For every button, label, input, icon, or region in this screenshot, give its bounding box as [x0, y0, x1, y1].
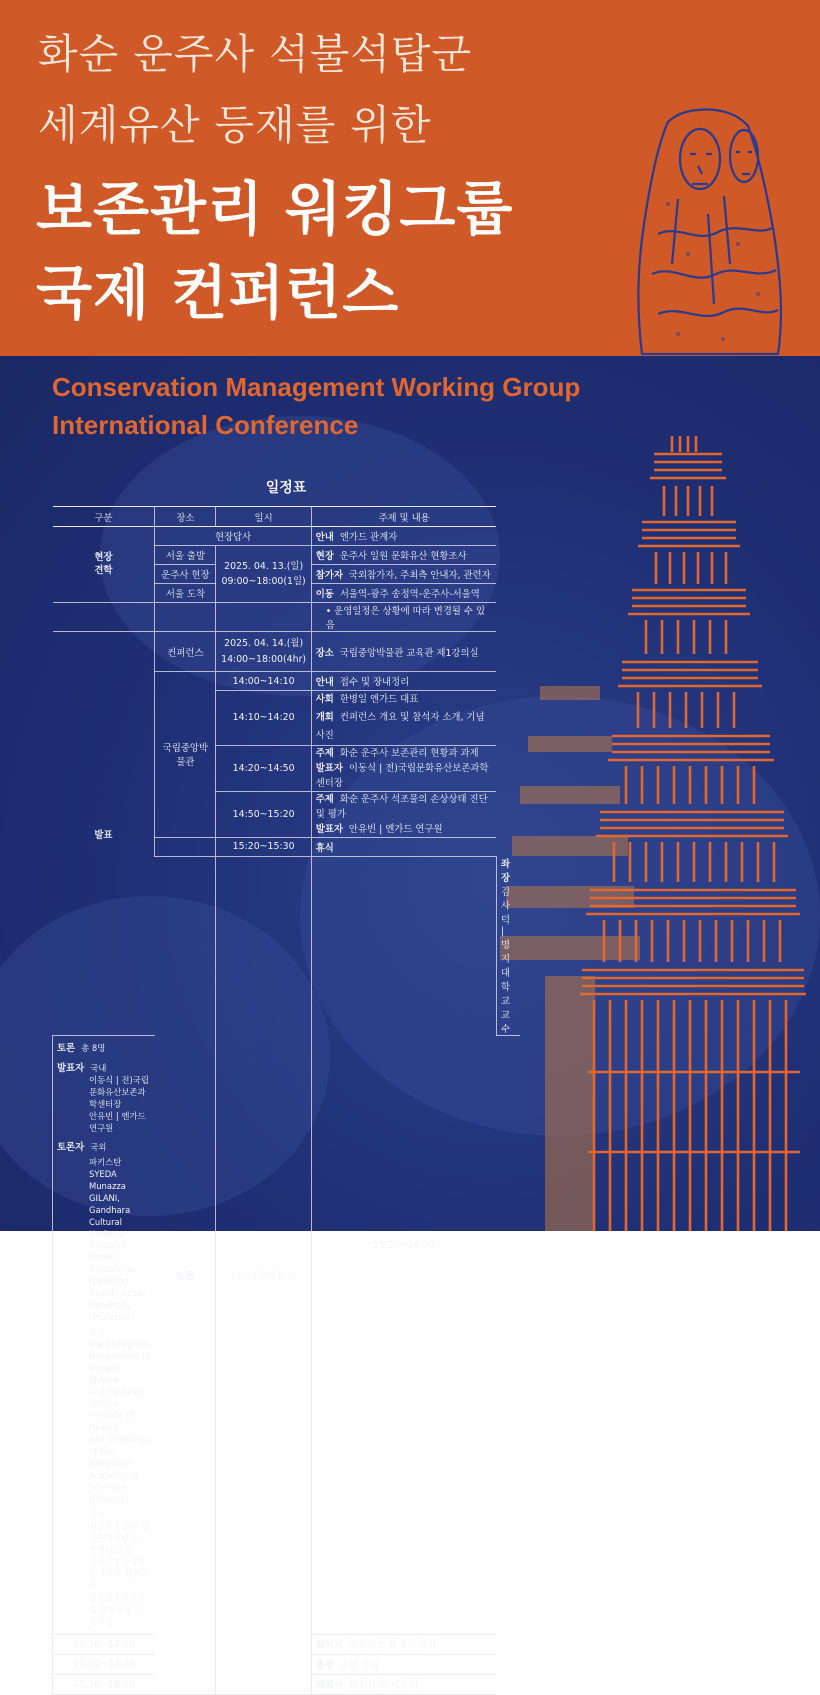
row-key: 좌장 [500, 859, 510, 885]
row-value: 컨퍼런스 참석자 의견 [348, 1640, 437, 1652]
title-line-1: 화순 운주사 석불석탑군 [38, 30, 473, 78]
place-cell: 국립중앙박물관 [155, 672, 216, 838]
debater-entry: and Ethnology of the Mongolian Academy of [89, 1434, 150, 1480]
site-date: 2025. 04. 13.(일) [224, 560, 304, 572]
header-banner [0, 0, 820, 356]
english-title-line-2: International Conference [52, 410, 359, 440]
debater-entry: 최선주 | 전)국립경주박물관장, 중앙대 교수 [89, 1520, 149, 1555]
row-key: 주제 [315, 747, 334, 759]
schedule-title: 일정표 [265, 480, 307, 496]
debater-entry: 양필승 | 한국전통대학교 객원교수 [89, 1556, 149, 1591]
conference-date: 2025. 04. 14.(월) [224, 638, 304, 650]
row-value: 컨퍼런스 개요 및 참석자 소개, 기념사진 [315, 711, 485, 741]
row-key: 개회 [315, 711, 334, 723]
row-key: 안내 [315, 532, 334, 543]
time-cell: 14:20~14:50 [216, 745, 311, 791]
place-cell: 서울 출발 [155, 546, 216, 565]
row-key: 폐회식 [315, 1680, 343, 1692]
header-content: 주제 및 내용 [311, 507, 496, 527]
time-cell: 15:20~15:30 [216, 837, 311, 856]
row-value: 운주사 일원 문화유산 현황조사 [339, 551, 467, 562]
category-site-visit: 현장 견학 [53, 527, 155, 603]
title-line-3: 보존관리 워킹그룹 [36, 175, 514, 243]
header-category: 구분 [53, 507, 155, 527]
row-key: 발표자 [57, 1062, 85, 1074]
conference-datetime [216, 632, 311, 672]
row-value: 김사덕 | 명지대학교 교수 [500, 887, 510, 1036]
row-value: 폐회사 및 마무리 [348, 1680, 419, 1692]
country-label: 국내 [89, 1508, 106, 1519]
debater-entry: Sciences.(Director) [89, 1481, 130, 1504]
time-cell: 17:30~18:00 [53, 1674, 155, 1694]
row-value: 국외참가자, 주최측 안내자, 관련자 [348, 570, 491, 581]
row-key: 발표자 [315, 762, 343, 774]
presenter-entry: 안유빈 | 엔가드 연구원 [89, 1110, 146, 1133]
row-key: 현장 [315, 551, 334, 562]
debater-entry: SYEDA Munazza GILANI, Gandhara Cultural [89, 1168, 131, 1227]
row-key: 참석자 [315, 1640, 343, 1652]
place-cell: 운주사 현장 [155, 565, 216, 584]
row-value: 종합 총평 [339, 1660, 380, 1672]
table-row [53, 603, 521, 632]
row-value: 국립중앙박물관 교육관 제1강의실 [339, 647, 479, 659]
stone-pagoda-illustration [580, 432, 810, 1231]
time-cell: 14:50~15:20 [216, 791, 311, 837]
table-header-row [53, 507, 521, 527]
header-place: 장소 [155, 507, 216, 527]
schedule-table [52, 506, 520, 1695]
place-cell: 컨퍼런스 [155, 632, 216, 672]
header-datetime: 일시 [216, 507, 311, 527]
row-value: 화순 운주사 석조물의 손상상태 진단 및 평가 [315, 793, 488, 820]
row-key: 총평 [315, 1660, 334, 1672]
site-visit-label: 현장답사 [155, 527, 311, 546]
row-key: 주제 [315, 793, 334, 805]
row-key: 안내 [315, 677, 334, 688]
category-discussion: 토론 [155, 856, 216, 1694]
row-value: 이동식 | 전)국립문화유산보존과학센터장 [315, 762, 489, 789]
country-label: 파키스탄 [89, 1157, 122, 1167]
debater-entry: Quaid-i-Azam University.(Professor) [89, 1288, 146, 1322]
row-value: 엔가드 관계자 [339, 532, 398, 543]
row-key: 이동 [315, 589, 334, 600]
place-cell: 서울 도착 [155, 584, 216, 603]
debater-entry: and Medieval history, Institute of History [89, 1386, 146, 1433]
row-value: 화순 운주사 보존관리 현황과 과제 [339, 747, 479, 759]
row-value: 총 8명 [81, 1043, 106, 1054]
time-cell: 16:30~17:00 [53, 1634, 155, 1654]
row-key: 휴식 [315, 842, 334, 854]
row-key: 토론 [57, 1043, 76, 1055]
place-cell: 국립중앙박물관 [216, 856, 311, 1694]
category-presentation: 발표 [53, 632, 155, 1036]
time-cell: 17:00~17:30 [53, 1654, 155, 1674]
time-cell: 14:10~14:20 [216, 691, 311, 746]
row-value: 서울역-광주 송정역-운주사-서울역 [339, 589, 480, 600]
site-time: 09:00~18:00(1일) [221, 576, 306, 587]
title-line-4: 국제 컨퍼런스 [36, 259, 400, 327]
english-title-line-1: Conservation Management Working Group [52, 372, 581, 402]
site-datetime [216, 546, 311, 603]
time-cell: 14:00~14:10 [216, 672, 311, 691]
row-value: 국내 [90, 1062, 107, 1073]
row-key: 참가자 [315, 570, 343, 581]
time-cell: 15:30~16:30 [311, 856, 496, 1634]
table-row [53, 527, 521, 546]
conference-time: 14:00~18:00(4hr) [221, 653, 307, 665]
country-label: 몽골 [89, 1326, 106, 1337]
row-value: 안유빈 | 엔가드 연구원 [348, 823, 443, 835]
row-key: 발표자 [315, 823, 343, 835]
row-key: 장소 [315, 647, 334, 659]
debater-entry: Heritage Research Center, Researcher.(Director) [89, 1228, 138, 1287]
row-value: 국외 [90, 1141, 107, 1152]
row-key: 사회 [315, 694, 334, 705]
debater-entry: 심홍섭 | 화순군청 문화유산 전문위원 [89, 1592, 146, 1627]
presenter-entry: 이동식 | 전)국립문화유산보존과학센터장 [89, 1075, 149, 1109]
row-value: 접수 및 장내정리 [339, 677, 410, 688]
title-line-2: 세계유산 등재를 위한 [38, 101, 432, 149]
debater-entry: Munkhbilguun, Department of Mongol Empire [89, 1338, 151, 1385]
stone-buddha-illustration [628, 104, 798, 356]
table-row [53, 632, 521, 672]
schedule-note: • 운영일정은 상황에 따라 변경될 수 있음 [311, 603, 496, 632]
row-value: 한병일 엔가드 대표 [339, 694, 419, 705]
row-key: 토론자 [57, 1141, 85, 1153]
